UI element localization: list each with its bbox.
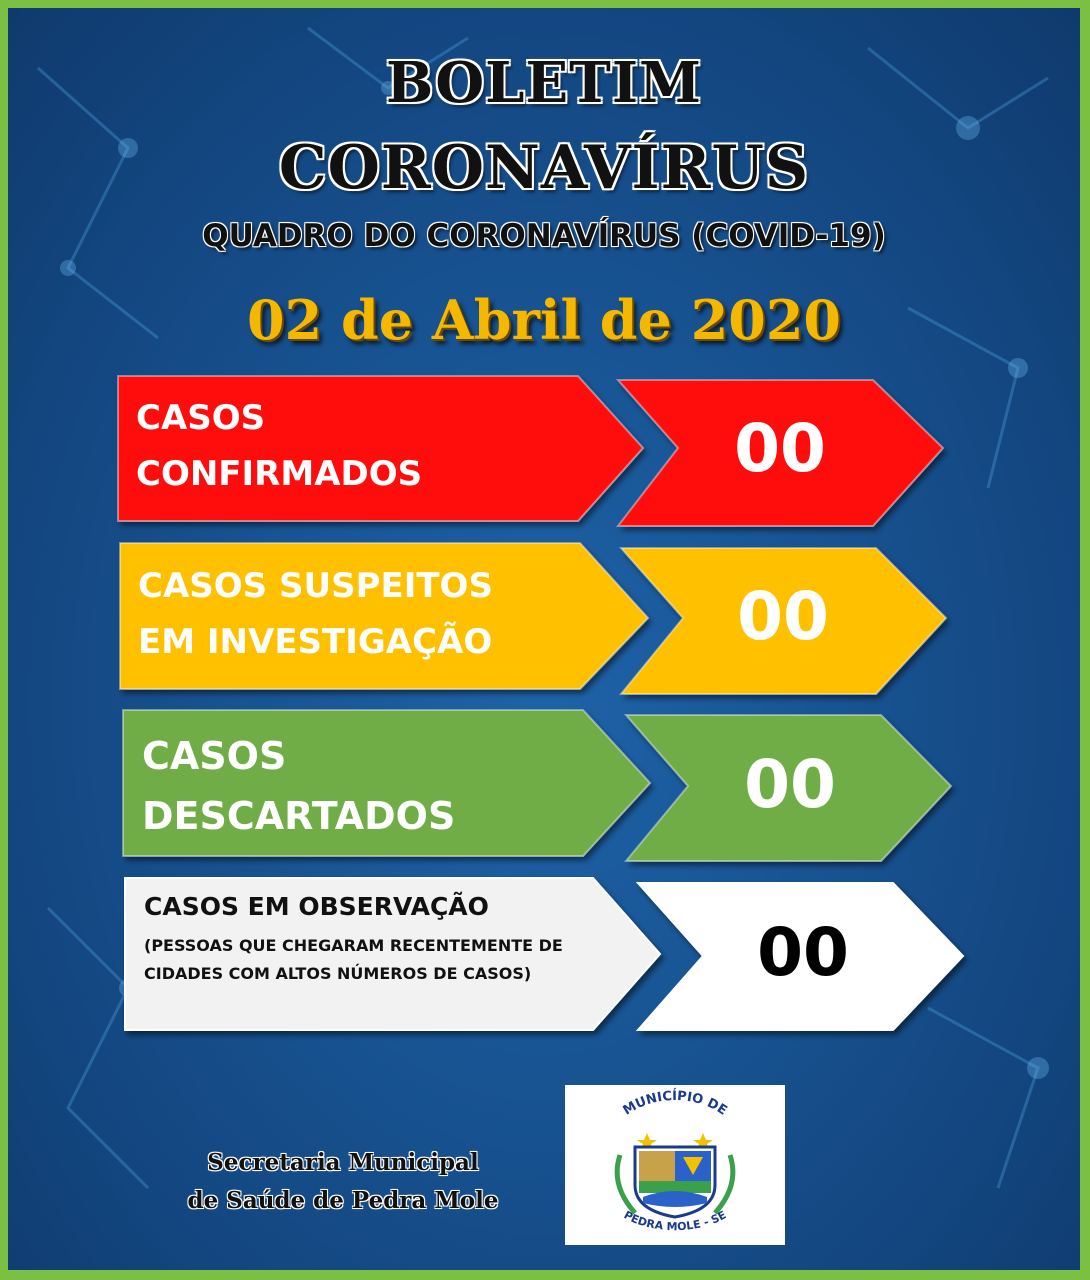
date-heading: 02 de Abril de 2020 — [247, 288, 841, 352]
observation-label: CASOS EM OBSERVAÇÃO — [144, 892, 489, 921]
suspected-label-line-2: EM INVESTIGAÇÃO — [138, 622, 493, 662]
confirmed-label-line-1: CASOS — [136, 398, 266, 438]
bulletin-poster — [8, 8, 1080, 1270]
title-line-2: CORONAVÍRUS — [278, 133, 810, 203]
subtitle: QUADRO DO CORONAVÍRUS (COVID-19) — [202, 218, 886, 254]
footer-line-2: de Saúde de Pedra Mole — [187, 1187, 499, 1214]
coat-of-arms-icon — [565, 1085, 785, 1245]
confirmed-label-line-2: CONFIRMADOS — [136, 454, 423, 494]
logo-top-text: MUNICÍPIO DE — [620, 1088, 730, 1119]
confirmed-label — [136, 390, 422, 502]
footer-line-1: Secretaria Municipal — [207, 1149, 479, 1176]
suspected-value: 00 — [737, 578, 829, 655]
discarded-label-line-1: CASOS — [142, 734, 287, 778]
discarded-value: 00 — [744, 746, 836, 823]
suspected-label-line-1: CASOS SUSPEITOS — [138, 566, 493, 606]
observation-value: 00 — [757, 914, 849, 991]
logo-bottom-text: PEDRA MOLE - SE — [621, 1208, 729, 1234]
suspected-label — [138, 558, 493, 670]
observation-note: (PESSOAS QUE CHEGARAM RECENTEMENTE DE CIDADES COM ALTOS NÚMEROS DE CASOS) — [144, 936, 563, 983]
footer-text — [158, 1144, 528, 1220]
discarded-label-line-2: DESCARTADOS — [142, 794, 456, 838]
discarded-label — [142, 726, 455, 846]
municipality-logo — [565, 1085, 785, 1245]
title-line-1: BOLETIM — [385, 50, 703, 116]
confirmed-value: 00 — [734, 410, 826, 487]
